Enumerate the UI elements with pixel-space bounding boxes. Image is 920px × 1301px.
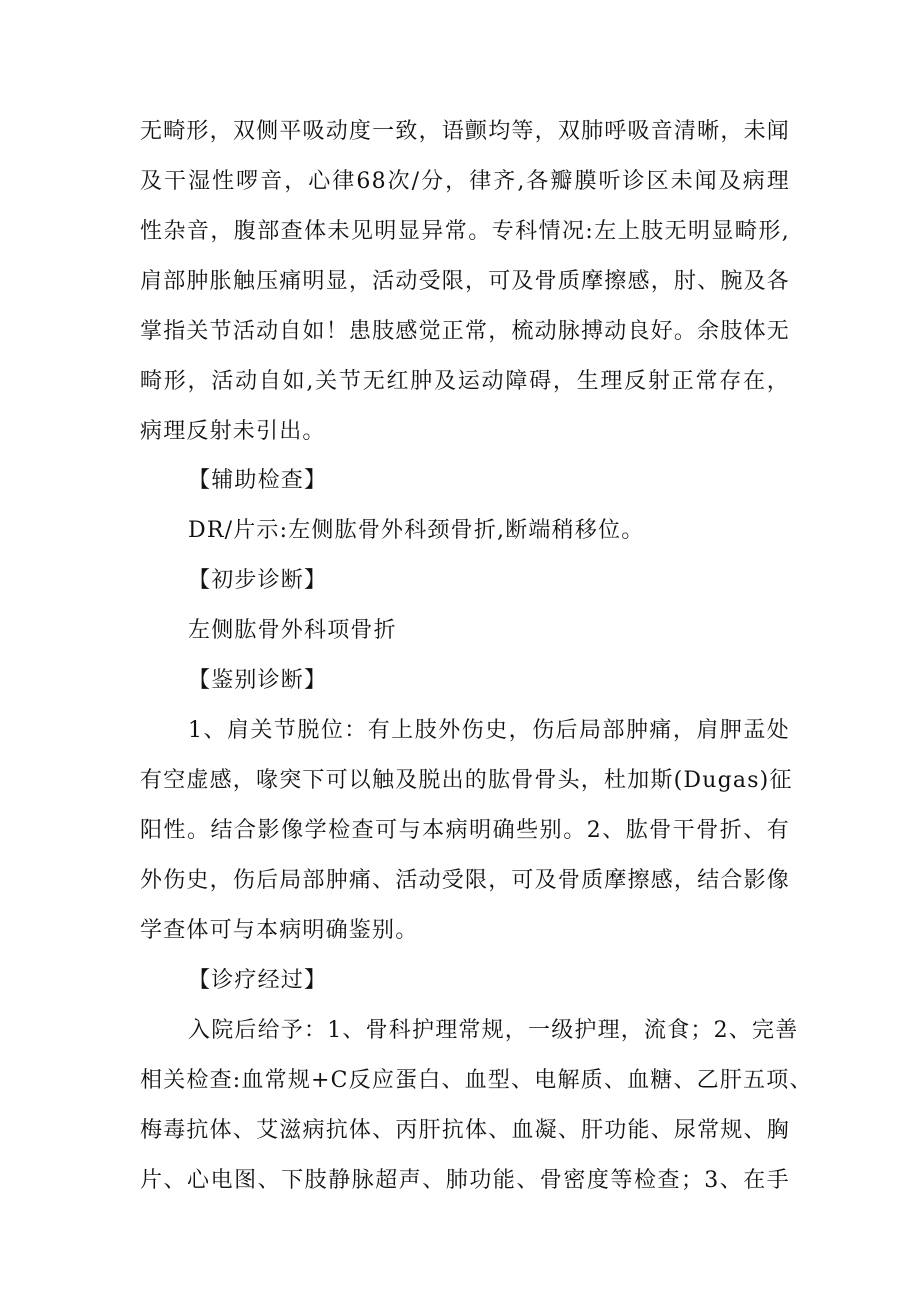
aux-exam-text: DR/片示:左侧肱骨外科颈骨折,断端稍移位。 (188, 518, 645, 543)
diff-diagnosis-heading: 【鉴别诊断】 (188, 668, 328, 693)
exam-text-line: 病理反射未引出。 (140, 419, 326, 444)
treatment-line: 相关检查:血常规+C反应蛋白、血型、电解质、血糖、乙肝五项、 (140, 1068, 813, 1093)
treatment-line: 入院后给予：1、骨科护理常规，一级护理，流食；2、完善 (188, 1018, 799, 1043)
diff-diagnosis-line: 有空虚感，喙突下可以触及脱出的肱骨骨头，杜加斯(Dugas)征 (140, 768, 793, 793)
diff-diagnosis-line: 学查体可与本病明确鉴别。 (140, 918, 419, 943)
exam-text-line: 肩部肿胀触压痛明显，活动受限，可及骨质摩擦感，肘、腕及各 (140, 269, 790, 294)
exam-text-line: 畸形，活动自如,关节无红肿及运动障碍，生理反射正常存在， (140, 369, 790, 394)
diff-diagnosis-line: 外伤史，伤后局部肿痛、活动受限，可及骨质摩擦感，结合影像 (140, 868, 790, 893)
exam-text-line: 掌指关节活动自如！患肢感觉正常，梳动脉搏动良好。余肢体无 (140, 319, 790, 344)
treatment-line: 片、心电图、下肢静脉超声、肺功能、骨密度等检查；3、在手 (140, 1168, 790, 1193)
exam-text-line: 及干湿性啰音，心律68次/分，律齐,各瓣膜听诊区未闻及病理 (140, 169, 790, 194)
diff-diagnosis-line: 阳性。结合影像学检查可与本病明确些别。2、肱骨干骨折、有 (140, 818, 790, 843)
treatment-line: 梅毒抗体、艾滋病抗体、丙肝抗体、血凝、肝功能、尿常规、胸 (140, 1118, 790, 1143)
prelim-diagnosis-text: 左侧肱骨外科项骨折 (188, 618, 397, 643)
aux-exam-heading: 【辅助检查】 (188, 468, 328, 493)
treatment-heading: 【诊疗经过】 (188, 968, 328, 993)
diff-diagnosis-line: 1、肩关节脱位：有上肢外伤史，伤后局部肿痛，肩胛盂处 (188, 718, 790, 743)
prelim-diagnosis-heading: 【初步诊断】 (188, 568, 328, 593)
exam-text-line: 性杂音，腹部查体未见明显异常。专科情况:左上肢无明显畸形, (140, 219, 790, 244)
exam-text-line: 无畸形，双侧平吸动度一致，语颤均等，双肺呼吸音清晰，未闻 (140, 119, 790, 144)
